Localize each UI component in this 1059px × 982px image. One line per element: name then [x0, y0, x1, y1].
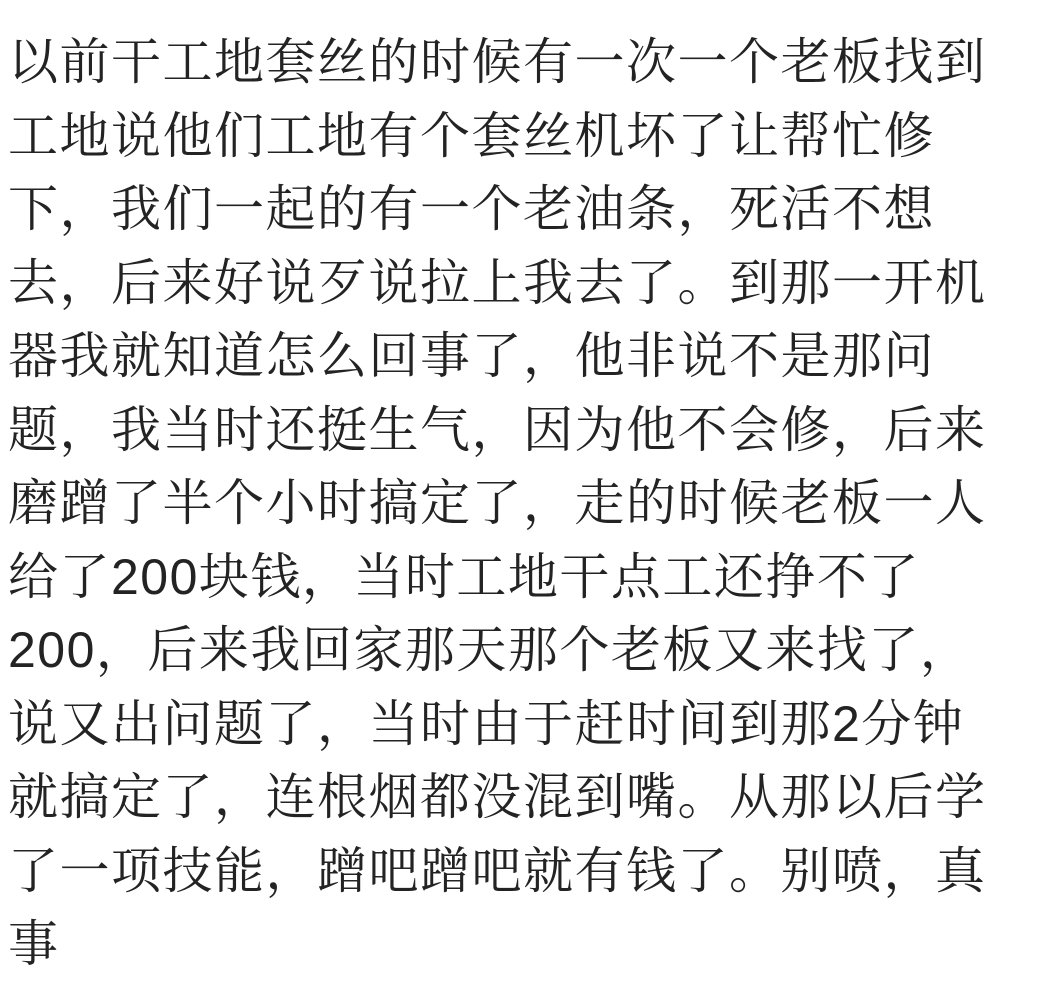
text-line: 200，后来我回家那天那个老板又来找了，: [8, 622, 972, 678]
text-line: 下，我们一起的有一个老油条，死活不想: [8, 181, 935, 237]
text-line: 磨蹭了半个小时搞定了，走的时候老板一人: [8, 475, 987, 531]
text-line: 去，后来好说歹说拉上我去了。到那一开机: [8, 254, 987, 311]
text-line: 题，我当时还挺生气，因为他不会修，后来: [8, 401, 987, 458]
text-line: 事: [8, 916, 60, 972]
text-line: 工地说他们工地有个套丝机坏了让帮忙修: [8, 107, 935, 164]
text-line: 给了200块钱，当时工地干点工还挣不了: [8, 548, 920, 605]
text-line: 以前干工地套丝的时候有一次一个老板找到: [8, 34, 987, 90]
text-line: 说又出问题了，当时由于赶时间到那2分钟: [8, 695, 965, 752]
text-line: 器我就知道怎么回事了，他非说不是那问: [8, 328, 935, 384]
text-line: 就搞定了，连根烟都没混到嘴。从那以后学: [8, 769, 987, 825]
text-line: 了一项技能，蹭吧蹭吧就有钱了。别喷，真: [8, 842, 987, 899]
